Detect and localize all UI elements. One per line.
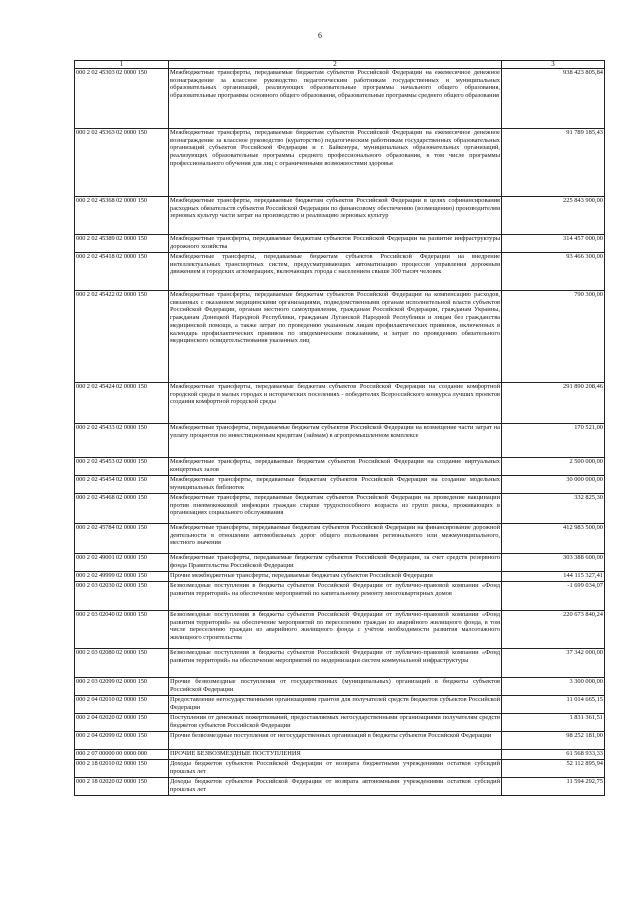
table-row xyxy=(75,383,605,424)
row-code: 000 2 02 49001 02 0000 150 xyxy=(75,554,169,572)
table-row xyxy=(75,197,605,235)
table-row xyxy=(75,649,605,678)
row-description: Безвозмездные поступления в бюджеты субъектов Российской Федерации от публично-правовой компании «Фонд развития территорий» на обеспечение мероприятий по переселению граждан из аварийного жилищного фонда, в том числе переселению граждан из аварийного жилищного фонда с учётом необходимости развития малоэтажного жилищного строительства xyxy=(169,611,502,649)
row-code: 000 2 02 45389 02 0000 150 xyxy=(75,235,169,253)
table-row xyxy=(75,750,605,760)
row-code: 000 2 02 45363 02 0000 150 xyxy=(75,129,169,197)
row-amount: 3 300 000,00 xyxy=(502,678,605,696)
row-description: Межбюджетные трансферты, передаваемые бюджетам субъектов Российской Федерации на создание комфортной городской среды в малых городах и исторических поселениях - победителях Всероссийского конкурса лучших проектов создания комфортной городской среды xyxy=(169,383,502,424)
row-amount: 98 252 181,00 xyxy=(502,732,605,750)
row-amount: 11 014 665,15 xyxy=(502,696,605,714)
row-amount: 225 843 900,00 xyxy=(502,197,605,235)
row-description: Межбюджетные трансферты, передаваемые бюджетам субъектов Российской Федерации на развитие инфраструктуры дорожного хозяйства xyxy=(169,235,502,253)
table-header-row xyxy=(75,61,605,69)
table-row xyxy=(75,69,605,129)
table-row xyxy=(75,572,605,582)
row-amount: 220 673 840,24 xyxy=(502,611,605,649)
row-description: Межбюджетные трансферты, передаваемые бюджетам субъектов Российской Федерации на возмещение части затрат на уплату процентов по инвестиционным кредитам (займам) в агропромышленном комплексе xyxy=(169,424,502,458)
table-row xyxy=(75,424,605,458)
row-description: Межбюджетные трансферты, передаваемые бюджетам субъектов Российской Федерации на ежемесячное денежное вознаграждение за классное руководство педагогическим работникам государственных и муниципальных образовательных организаций, реализующих образовательные программы начального общего образования, образовательные программы основного общего образования, образовательные программы среднего общего образования xyxy=(169,69,502,129)
row-code: 000 2 02 45784 02 0000 150 xyxy=(75,524,169,554)
table-row xyxy=(75,714,605,732)
row-code: 000 2 04 02099 02 0000 150 xyxy=(75,732,169,750)
row-code: 000 2 02 45368 02 0000 150 xyxy=(75,197,169,235)
row-code: 000 2 02 45422 02 0000 150 xyxy=(75,291,169,383)
row-code: 000 2 04 02010 02 0000 150 xyxy=(75,696,169,714)
row-code: 000 2 07 00000 00 0000 000 xyxy=(75,750,169,760)
row-code: 000 2 02 45418 02 0000 150 xyxy=(75,253,169,291)
row-code: 000 2 04 02020 02 0000 150 xyxy=(75,714,169,732)
row-amount: 52 112 895,94 xyxy=(502,760,605,778)
row-amount: 790 300,00 xyxy=(502,291,605,383)
table-row xyxy=(75,611,605,649)
table-row xyxy=(75,678,605,696)
table-row xyxy=(75,458,605,476)
row-description: Безвозмездные поступления в бюджеты субъектов Российской Федерации от публично-правовой компании «Фонд развития территорий» на обеспечение мероприятий по модернизации систем коммунальной инфраструктуры xyxy=(169,649,502,678)
row-amount: 2 500 000,00 xyxy=(502,458,605,476)
column-header-code: 1 xyxy=(75,61,169,69)
row-amount: 938 423 805,84 xyxy=(502,69,605,129)
row-description: Межбюджетные трансферты, передаваемые бюджетам субъектов Российской Федерации на внедрение интеллектуальных транспортных систем, предусматривающих автоматизацию процессов управления дорожным движением в городских агломерациях, включающих города с населением свыше 300 тысяч человек xyxy=(169,253,502,291)
row-code: 000 2 02 45454 02 0000 150 xyxy=(75,476,169,494)
table-row xyxy=(75,582,605,611)
column-header-amount: 3 xyxy=(502,61,605,69)
row-code: 000 2 18 02020 02 0000 150 xyxy=(75,778,169,796)
table-row xyxy=(75,760,605,778)
row-description: Доходы бюджетов субъектов Российской Федерации от возврата бюджетными учреждениями остатков субсидий прошлых лет xyxy=(169,760,502,778)
table-row xyxy=(75,524,605,554)
row-code: 000 2 03 02099 02 0000 150 xyxy=(75,678,169,696)
table-row xyxy=(75,494,605,524)
row-amount: 11 594 292,75 xyxy=(502,778,605,796)
row-description: Межбюджетные трансферты, передаваемые бюджетам субъектов Российской Федерации на финансирование дорожной деятельности в отношении автомобильных дорог общего пользования регионального или межмуниципального, местного значения xyxy=(169,524,502,554)
row-code: 000 2 02 45453 02 0000 150 xyxy=(75,458,169,476)
row-description: Предоставление негосударственными организациями грантов для получателей средств бюджетов субъектов Российской Федерации xyxy=(169,696,502,714)
row-description: Межбюджетные трансферты, передаваемые бюджетам субъектов Российской Федерации на ежемесячное денежное вознаграждение за классное руководство (кураторство) педагогическим работникам государственных образовательных организаций субъектов Российской Федерации и г. Байконура, муниципальных образовательных организаций, реализующих образовательные программы среднего профессионального образования, в том числе программы профессионального обучения для лиц с ограниченными возможностями здоровья xyxy=(169,129,502,197)
row-amount: 1 831 361,51 xyxy=(502,714,605,732)
row-description: Межбюджетные трансферты, передаваемые бюджетам субъектов Российской Федерации на проведение вакцинации против пневмококковой инфекции граждан старше трудоспособного возраста из групп риска, проживающих в организациях социального обслуживания xyxy=(169,494,502,524)
row-amount: 170 521,00 xyxy=(502,424,605,458)
table-row xyxy=(75,129,605,197)
row-amount: 314 457 000,00 xyxy=(502,235,605,253)
revenue-table xyxy=(74,60,605,796)
row-amount: 332 825,30 xyxy=(502,494,605,524)
row-amount: 412 983 500,00 xyxy=(502,524,605,554)
row-code: 000 2 02 49999 02 0000 150 xyxy=(75,572,169,582)
row-amount: 30 000 000,00 xyxy=(502,476,605,494)
row-code: 000 2 02 45303 02 0000 150 xyxy=(75,69,169,129)
table-row xyxy=(75,476,605,494)
row-description: Прочие безвозмездные поступления от государственных (муниципальных) организаций в бюджеты субъектов Российской Федерации xyxy=(169,678,502,696)
row-description: Доходы бюджетов субъектов Российской Федерации от возврата автономными учреждениями остатков субсидий прошлых лет xyxy=(169,778,502,796)
row-description: Межбюджетные трансферты, передаваемые бюджетам субъектов Российской Федерации на компенсацию расходов, связанных с оказанием медицинскими организациями, подведомственными органам исполнительной власти субъектов Российской Федерации, органам местного самоуправления, гражданам Российской Федерации, гражданам Украины, гражданам Донецкой Народной Республики, гражданам Луганской Народной Республики и лицам без гражданства медицинской помощи, а также затрат по проведению указанным лицам профилактических прививок, включенных в календарь профилактических прививок по эпидемическим показаниям, и затрат по проведению обязательного медицинского освидетельствования указанных лиц xyxy=(169,291,502,383)
row-description: Поступления от денежных пожертвований, предоставляемых негосударственными организациями получателям средств бюджетов субъектов Российской Федерации xyxy=(169,714,502,732)
row-description: ПРОЧИЕ БЕЗВОЗМЕЗДНЫЕ ПОСТУПЛЕНИЯ xyxy=(169,750,502,760)
row-amount: 303 388 600,00 xyxy=(502,554,605,572)
table-row xyxy=(75,291,605,383)
row-description: Межбюджетные трансферты, передаваемые бюджетам субъектов Российской Федерации на создание виртуальных концертных залов xyxy=(169,458,502,476)
table-row xyxy=(75,732,605,750)
table-row xyxy=(75,253,605,291)
column-header-description: 2 xyxy=(169,61,502,69)
row-description: Межбюджетные трансферты, передаваемые бюджетам субъектов Российской Федерации, за счет средств резервного фонда Правительства Российской Федерации xyxy=(169,554,502,572)
table-row xyxy=(75,778,605,796)
table-row xyxy=(75,554,605,572)
table-row xyxy=(75,696,605,714)
row-amount: 93 466 300,00 xyxy=(502,253,605,291)
page-number: 6 xyxy=(318,31,322,40)
row-amount: 91 789 185,43 xyxy=(502,129,605,197)
row-amount: 61 568 933,33 xyxy=(502,750,605,760)
row-amount: 291 890 208,46 xyxy=(502,383,605,424)
row-code: 000 2 02 45424 02 0000 150 xyxy=(75,383,169,424)
row-code: 000 2 02 45433 02 0000 150 xyxy=(75,424,169,458)
row-code: 000 2 02 45468 02 0000 150 xyxy=(75,494,169,524)
row-description: Прочие межбюджетные трансферты, передаваемые бюджетам субъектов Российской Федерации xyxy=(169,572,502,582)
table-row xyxy=(75,235,605,253)
row-description: Прочие безвозмездные поступления от негосударственных организаций в бюджеты субъектов Российской Федерации xyxy=(169,732,502,750)
row-amount: 144 115 327,41 xyxy=(502,572,605,582)
row-amount: -1 699 034,07 xyxy=(502,582,605,611)
row-code: 000 2 18 02010 02 0000 150 xyxy=(75,760,169,778)
row-description: Безвозмездные поступления в бюджеты субъектов Российской Федерации от публично-правовой компании «Фонд развития территорий» на обеспечение мероприятий по капитальному ремонту многоквартирных домов xyxy=(169,582,502,611)
row-code: 000 2 03 02040 02 0000 150 xyxy=(75,611,169,649)
row-description: Межбюджетные трансферты, передаваемые бюджетам субъектов Российской Федерации в целях софинансирования расходных обязательств субъектов Российской Федерации по финансовому обеспечению (возмещению) производителям зерновых культур части затрат на производство и реализацию зерновых культур xyxy=(169,197,502,235)
row-code: 000 2 03 02080 02 0000 150 xyxy=(75,649,169,678)
row-description: Межбюджетные трансферты, передаваемые бюджетам субъектов Российской Федерации на создание модельных муниципальных библиотек xyxy=(169,476,502,494)
row-amount: 37 342 000,00 xyxy=(502,649,605,678)
row-code: 000 2 03 02030 02 0000 150 xyxy=(75,582,169,611)
